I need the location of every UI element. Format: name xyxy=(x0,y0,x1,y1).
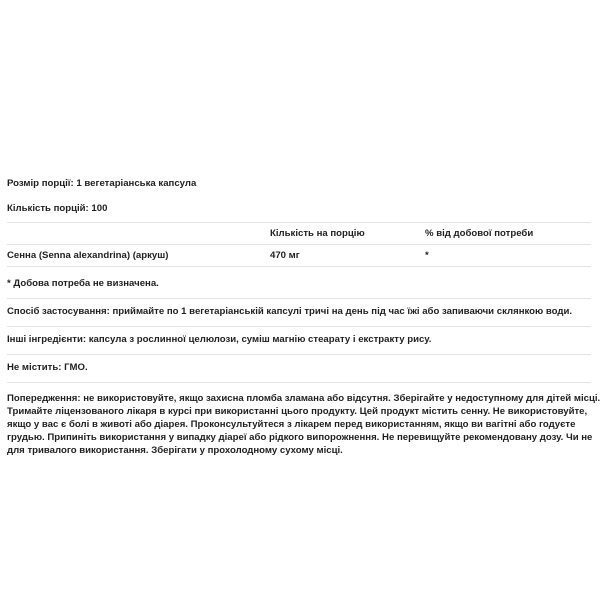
header-daily-value: % від добової потреби xyxy=(425,228,534,239)
other-ingredients: Інші інгредієнти: капсула з рослинної целюлози, суміш магнію стеарату і екстракту рису. xyxy=(7,334,432,345)
free-of: Не містить: ГМО. xyxy=(7,362,88,373)
table-header-row xyxy=(7,223,591,244)
daily-value-note: * Добова потреба не визначена. xyxy=(7,278,159,289)
section-divider xyxy=(7,298,591,299)
table-row xyxy=(7,244,591,266)
section-divider xyxy=(7,354,591,355)
warning-line: для тривалого використання. Зберігати у прохолодному сухому місці. xyxy=(7,445,343,456)
supplement-facts-page xyxy=(7,177,600,457)
header-amount-per-serving: Кількість на порцію xyxy=(270,228,365,239)
warning-line: якщо у вас є болі в животі або діарея. Проконсультуйтеся з лікарем перед використанням, якщо ви вагітні або годуєте xyxy=(7,419,576,430)
section-divider xyxy=(7,382,591,383)
serving-size: Розмір порції: 1 вегетаріанська капсула xyxy=(7,178,197,189)
warning-line: Попередження: не використовуйте, якщо захисна пломба зламана або відсутня. Зберігайте у недоступному для дітей місці. xyxy=(7,393,600,404)
ingredient-daily-value: * xyxy=(425,250,429,261)
ingredient-name: Сенна (Senna alexandrina) (аркуш) xyxy=(7,250,169,261)
warning-block xyxy=(7,392,600,457)
supplement-facts-table xyxy=(7,222,591,267)
servings-count: Кількість порцій: 100 xyxy=(7,203,108,214)
ingredient-amount: 470 мг xyxy=(270,250,300,261)
usage-directions: Спосіб застосування: приймайте по 1 вегетаріанській капсулі тричі на день під час їжі або запиваючи склянкою води. xyxy=(7,306,573,317)
warning-line: Тримайте ліцензованого лікаря в курсі при використанні цього продукту. Цей продукт містить сенну. Не використовуйте, xyxy=(7,406,588,417)
section-divider xyxy=(7,326,591,327)
warning-line: грудью. Припиніть використання у випадку діареї або рідкого випорожнення. Не перевищуйте рекомендовану дозу. Чи не xyxy=(7,432,593,443)
